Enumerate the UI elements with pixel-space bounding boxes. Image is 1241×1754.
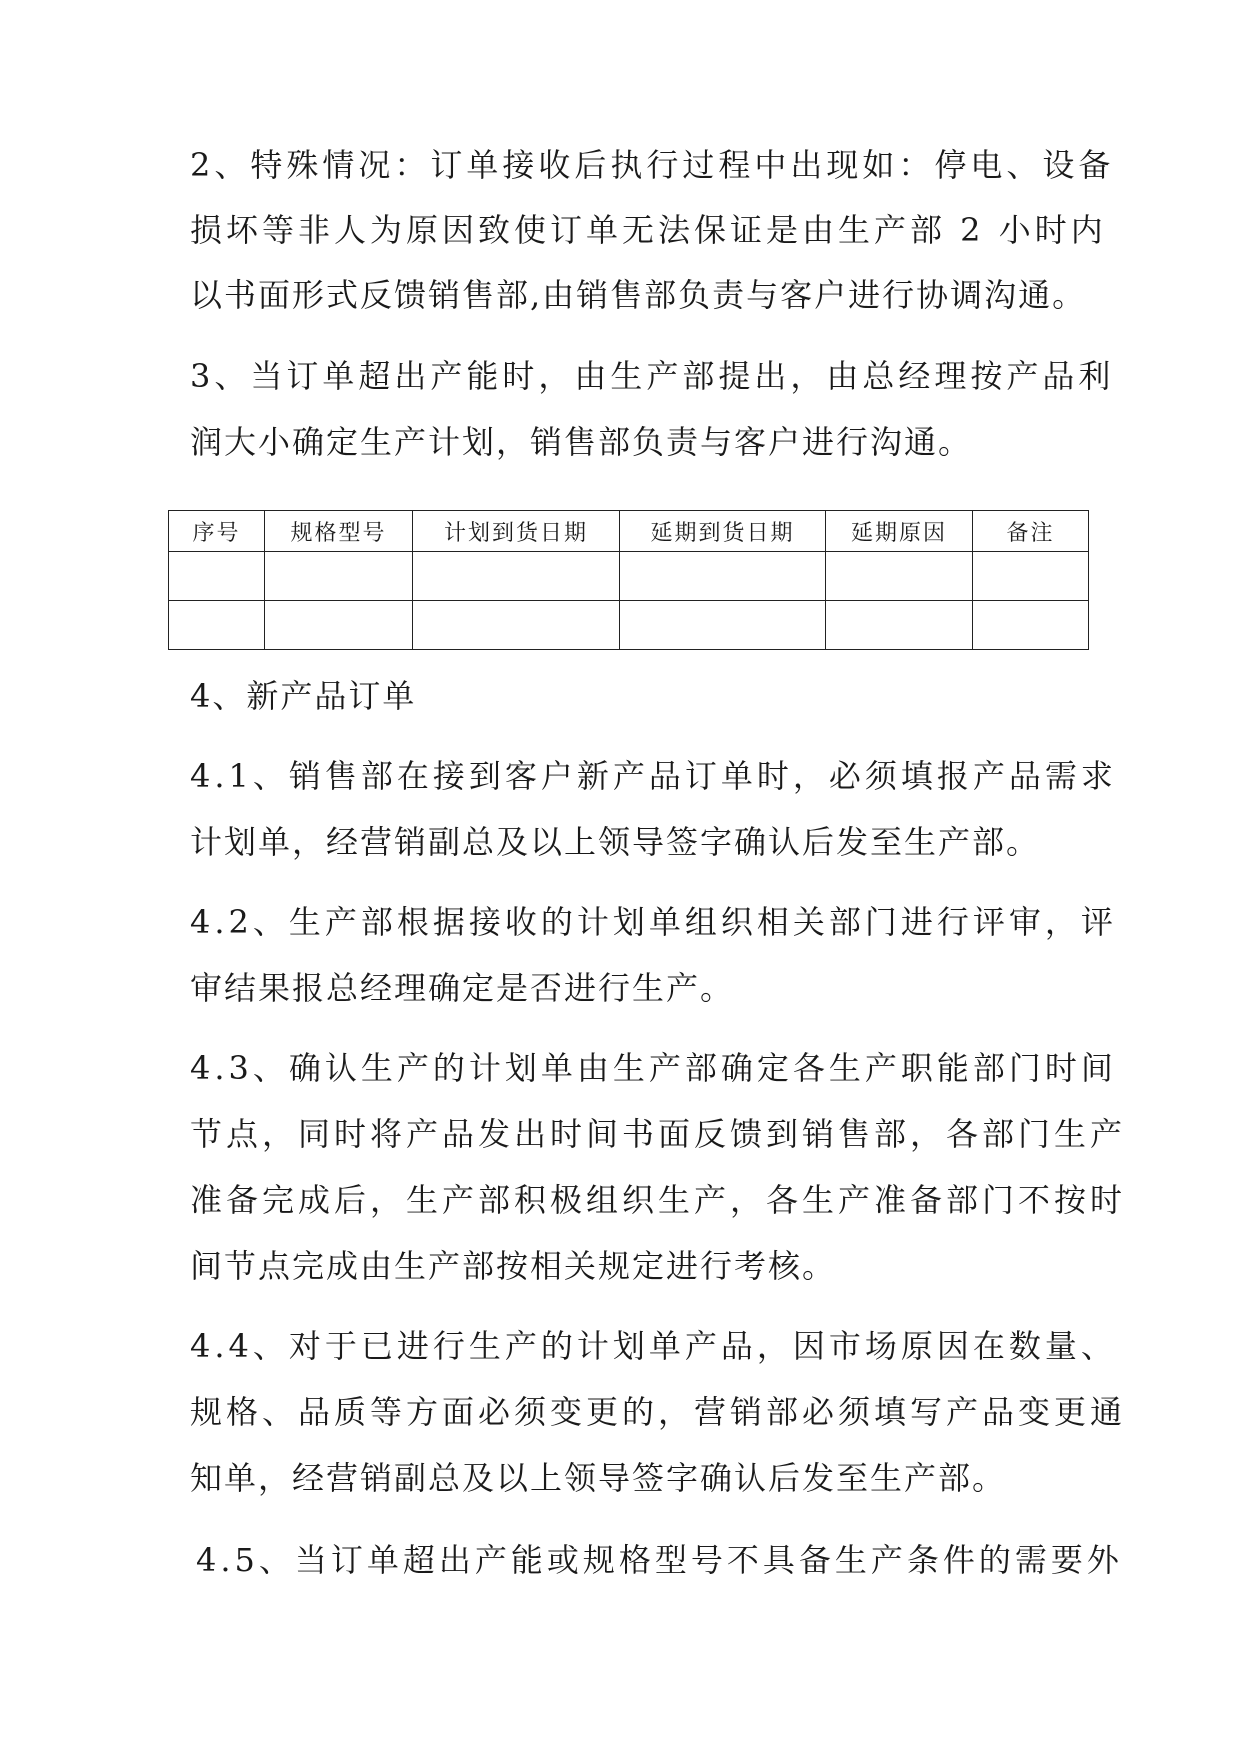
paragraph-4-3-line-3: 准备完成后，生产部积极组织生产，各生产准备部门不按时 — [190, 1181, 1127, 1219]
table-cell — [620, 601, 826, 650]
table-cell — [973, 552, 1089, 601]
delay-table — [168, 510, 1089, 650]
table-cell — [620, 552, 826, 601]
paragraph-4-2-line-2: 审结果报总经理确定是否进行生产。 — [190, 969, 735, 1007]
table-cell — [826, 601, 973, 650]
paragraph-4-1-line-1: 4.1、销售部在接到客户新产品订单时，必须填报产品需求 — [190, 757, 1117, 795]
paragraph-4-3-line-1: 4.3、确认生产的计划单由生产部确定各生产职能部门时间 — [190, 1049, 1117, 1087]
paragraph-3-line-1: 3、当订单超出产能时，由生产部提出，由总经理按产品利 — [190, 357, 1115, 395]
header-remarks: 备注 — [973, 511, 1089, 552]
paragraph-4-1-line-2: 计划单，经营销副总及以上领导签字确认后发至生产部。 — [190, 823, 1041, 861]
table-cell — [169, 552, 265, 601]
paragraph-4-4-line-3: 知单，经营销副总及以上领导签字确认后发至生产部。 — [190, 1459, 1007, 1497]
table-row — [169, 552, 1089, 601]
paragraph-2-line-1: 2、特殊情况：订单接收后执行过程中出现如：停电、设备 — [190, 146, 1115, 184]
paragraph-4-3-line-4: 间节点完成由生产部按相关规定进行考核。 — [190, 1247, 837, 1285]
paragraph-4-4-line-1: 4.4、对于已进行生产的计划单产品，因市场原因在数量、 — [190, 1327, 1117, 1365]
paragraph-4-3-line-2: 节点，同时将产品发出时间书面反馈到销售部，各部门生产 — [190, 1115, 1127, 1153]
table-header-row — [169, 511, 1089, 552]
table-cell — [973, 601, 1089, 650]
section-4-heading: 4、新产品订单 — [190, 677, 417, 715]
paragraph-2-line-3: 以书面形式反馈销售部,由销售部负责与客户进行协调沟通。 — [190, 276, 1087, 314]
table-row — [169, 601, 1089, 650]
table-cell — [826, 552, 973, 601]
paragraph-3-line-2: 润大小确定生产计划，销售部负责与客户进行沟通。 — [190, 423, 973, 461]
header-spec-model: 规格型号 — [265, 511, 413, 552]
paragraph-4-4-line-2: 规格、品质等方面必须变更的，营销部必须填写产品变更通 — [190, 1393, 1127, 1431]
header-serial-number: 序号 — [169, 511, 265, 552]
table-cell — [413, 552, 620, 601]
table-cell — [265, 601, 413, 650]
header-planned-arrival-date: 计划到货日期 — [413, 511, 620, 552]
paragraph-4-2-line-1: 4.2、生产部根据接收的计划单组织相关部门进行评审，评 — [190, 903, 1117, 941]
table-cell — [413, 601, 620, 650]
paragraph-4-5-line-1: 4.5、当订单超出产能或规格型号不具备生产条件的需要外 — [196, 1541, 1123, 1579]
table-cell — [169, 601, 265, 650]
header-delay-reason: 延期原因 — [826, 511, 973, 552]
table-cell — [265, 552, 413, 601]
header-delayed-arrival-date: 延期到货日期 — [620, 511, 826, 552]
paragraph-2-line-2: 损坏等非人为原因致使订单无法保证是由生产部 2 小时内 — [190, 211, 1107, 249]
